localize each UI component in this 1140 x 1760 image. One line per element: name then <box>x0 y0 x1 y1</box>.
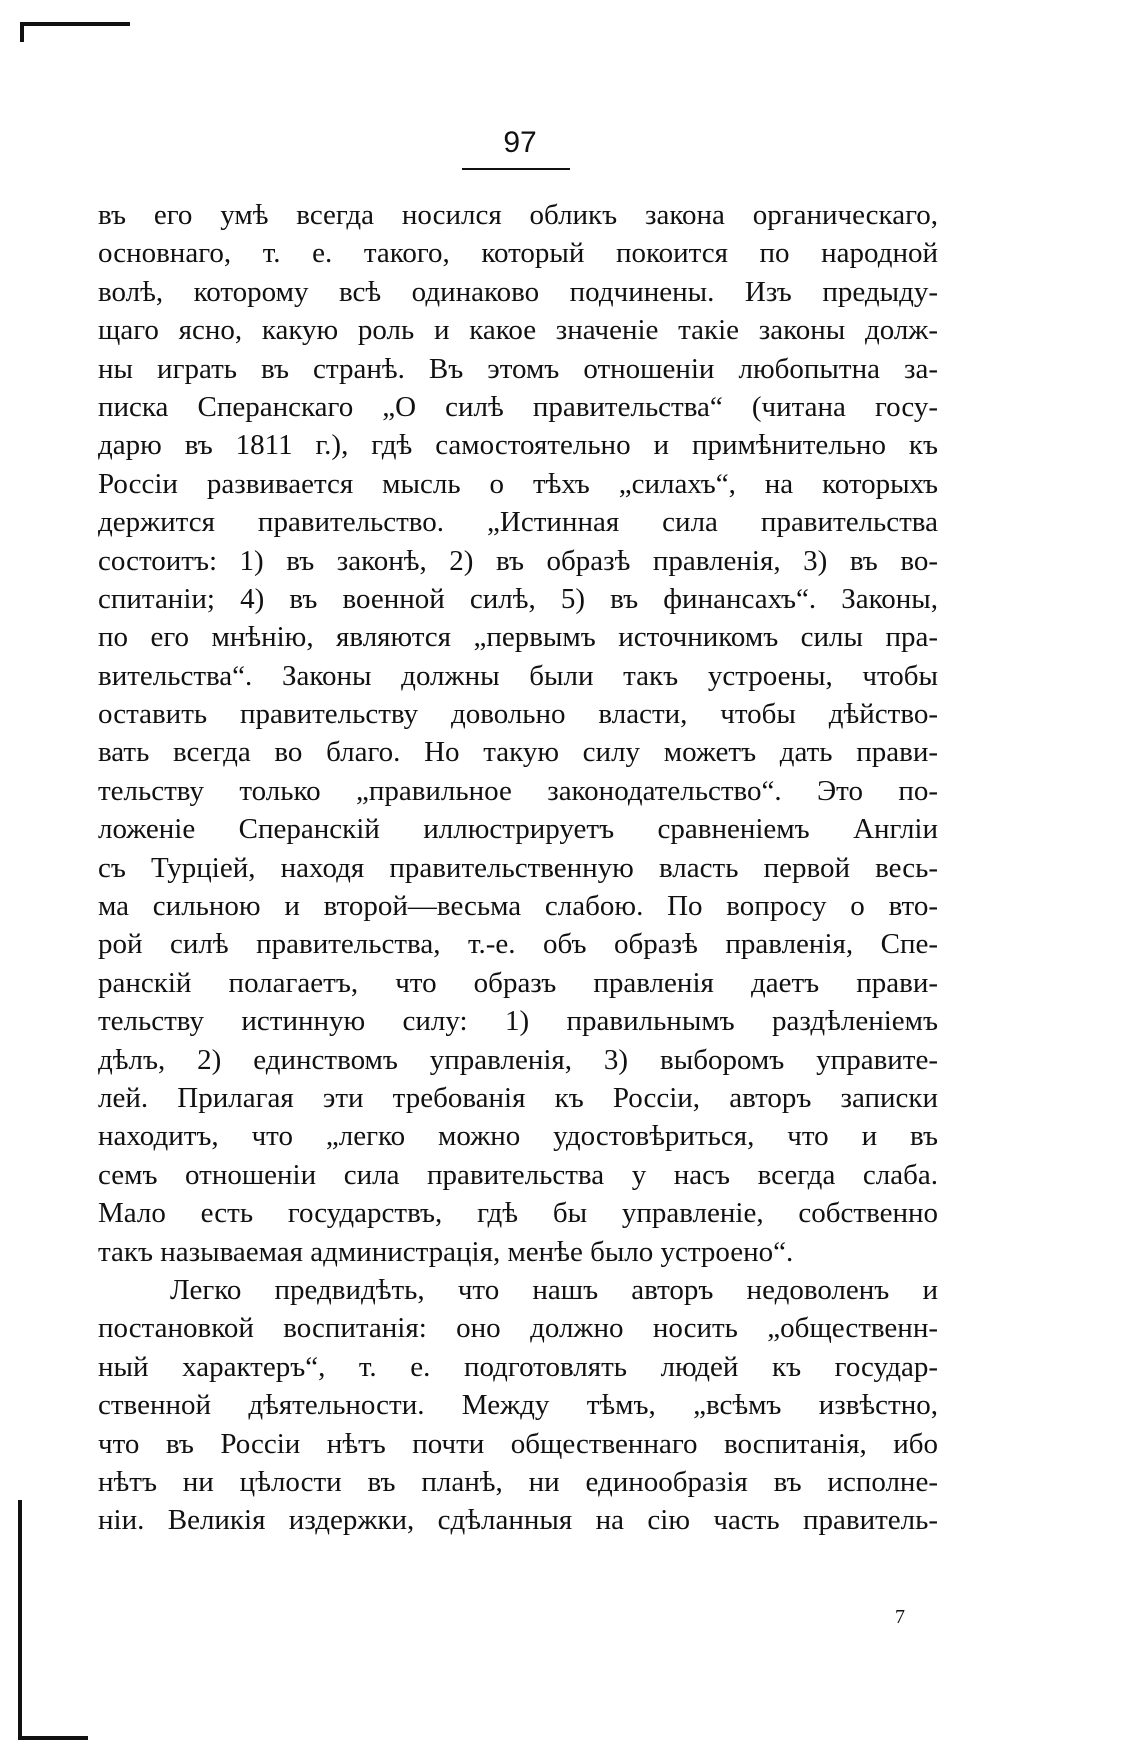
text-line: рой силѣ правительства, т.-е. объ образѣ правленія, Спе- <box>98 928 938 961</box>
text-line: спитаніи; 4) въ военной силѣ, 5) въ финансахъ“. Законы, <box>98 582 938 615</box>
text-line: ранскій полагаетъ, что образъ правленія даетъ прави- <box>98 966 938 999</box>
text-line: ніи. Великія издержки, сдѣланныя на сію часть правитель- <box>98 1504 938 1537</box>
text-line: тельству истинную силу: 1) правильнымъ раздѣленіемъ <box>98 1005 938 1038</box>
text-line: съ Турціей, находя правительственную власть первой весь- <box>98 851 938 884</box>
text-line: вать всегда во благо. Но такую силу можетъ дать прави- <box>98 736 938 769</box>
text-line: щаго ясно, какую роль и какое значеніе такіе законы долж- <box>98 314 938 347</box>
text-line: семъ отношеніи сила правительства у насъ всегда слаба. <box>98 1158 938 1191</box>
text-line: состоитъ: 1) въ законѣ, 2) въ образѣ правленія, 3) въ во- <box>98 544 938 577</box>
scan-corner-mark-bottom-side <box>18 1500 22 1740</box>
printer-signature-mark: 7 <box>895 1606 905 1628</box>
text-line: что въ Россіи нѣтъ почти общественнаго воспитанія, ибо <box>98 1427 938 1460</box>
text-line: лей. Прилагая эти требованія къ Россіи, авторъ записки <box>98 1081 938 1114</box>
scan-corner-mark-bottom <box>18 1736 88 1740</box>
text-line: держится правительство. „Истинная сила правительства <box>98 506 938 539</box>
text-line: основнаго, т. е. такого, который покоится по народной <box>98 237 938 270</box>
body-text <box>98 196 938 1540</box>
text-line: дѣлъ, 2) единствомъ управленія, 3) выборомъ управите- <box>98 1043 938 1076</box>
text-line: Россіи развивается мысль о тѣхъ „силахъ“, на которыхъ <box>98 467 938 500</box>
paragraph-first-line: Легко предвидѣть, что нашъ авторъ недоволенъ и <box>170 1273 938 1306</box>
text-line: ственной дѣятельности. Между тѣмъ, „всѣмъ извѣстно, <box>98 1389 938 1422</box>
page-number: 97 <box>503 126 537 159</box>
text-line: дарю въ 1811 г.), гдѣ самостоятельно и примѣнительно къ <box>98 429 938 462</box>
text-line: ма сильною и второй—весьма слабою. По вопросу о вто- <box>98 890 938 923</box>
text-line: ный характеръ“, т. е. подготовлять людей къ государ- <box>98 1350 938 1383</box>
text-line: ны играть въ странѣ. Въ этомъ отношеніи любопытна за- <box>98 352 938 385</box>
text-line: въ его умѣ всегда носился обликъ закона органическаго, <box>98 199 938 231</box>
text-line: по его мнѣнію, являются „первымъ источникомъ силы пра- <box>98 621 938 654</box>
text-line: постановкой воспитанія: оно должно носить „общественн- <box>98 1312 938 1345</box>
text-line: нѣтъ ни цѣлости въ планѣ, ни единообразія въ исполне- <box>98 1465 938 1498</box>
text-line: волѣ, которому всѣ одинаково подчинены. Изъ предыду- <box>98 275 938 308</box>
text-line: ложеніе Сперанскій иллюстрируетъ сравненіемъ Англіи <box>98 813 938 846</box>
page-number-rule <box>462 168 570 170</box>
text-line: писка Сперанскаго „О силѣ правительства“ (читана госу- <box>98 390 938 423</box>
text-line: Мало есть государствъ, гдѣ бы управленіе, собственно <box>98 1197 938 1230</box>
text-line: находитъ, что „легко можно удостовѣриться, что и въ <box>98 1120 938 1153</box>
text-line: вительства“. Законы должны были такъ устроены, чтобы <box>98 659 938 692</box>
text-line: тельству только „правильное законодательство“. Это по- <box>98 774 938 807</box>
scan-corner-mark-top <box>20 22 130 26</box>
text-line: такъ называемая администрація, менѣе было устроено“. <box>98 1235 794 1268</box>
text-line: оставить правительству довольно власти, чтобы дѣйство- <box>98 698 938 731</box>
scan-corner-mark-top-side <box>20 22 24 42</box>
